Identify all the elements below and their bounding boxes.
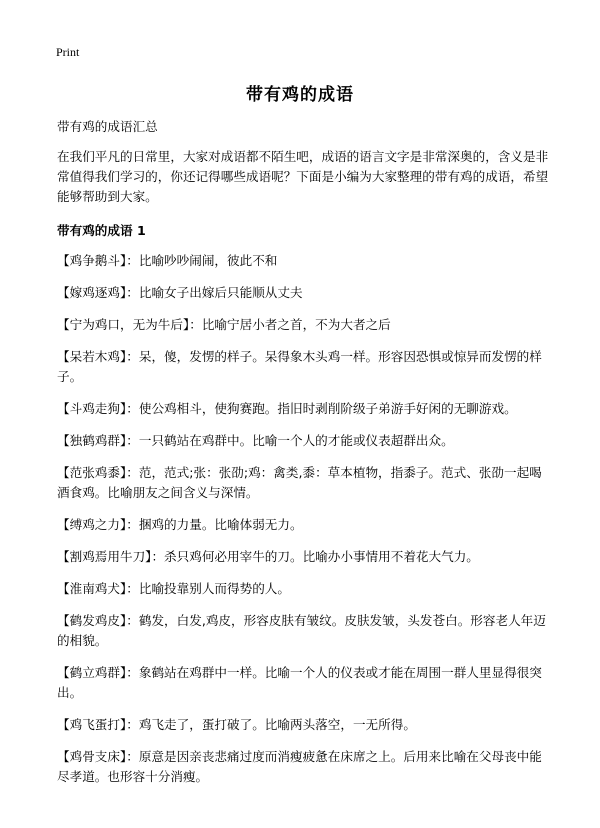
idiom-entry: 【斗鸡走狗】：使公鸡相斗，使狗赛跑。指旧时剥削阶级子弟游手好闲的无聊游戏。 (57, 401, 517, 416)
idiom-entry: 【呆若木鸡】：呆，傻，发愣的样子。呆得象木头鸡一样。形容因恐惧或惊异而发愣的样子。 (57, 349, 542, 384)
summary-line: 带有鸡的成语汇总 (57, 119, 158, 134)
idiom-entry: 【范张鸡黍】：范，范式;张：张劭;鸡：禽类,黍：草本植物，指黍子。范式、张劭一起喝酒食鸡。比喻朋友之间含义与深情。 (57, 465, 542, 500)
idiom-entry: 【宁为鸡口，无为牛后】：比喻宁居小者之首，不为大者之后 (57, 317, 391, 332)
intro-paragraph: 在我们平凡的日常里，大家对成语都不陌生吧，成语的语言文字是非常深奥的，含义是非常值得我们学习的，你还记得哪些成语呢？下面是小编为大家整理的带有鸡的成语，希望能够帮助到大家。 (57, 149, 549, 204)
idiom-entry: 【嫁鸡逐鸡】：比喻女子出嫁后只能顺从丈夫 (57, 285, 303, 300)
idiom-entry: 【鹤发鸡皮】：鹤发，白发,鸡皮，形容皮肤有皱纹。皮肤发皱，头发苍白。形容老人年迈的相貌。 (57, 613, 546, 648)
idiom-entry: 【鸡飞蛋打】：鸡飞走了，蛋打破了。比喻两头落空，一无所得。 (57, 717, 416, 732)
idiom-entry: 【淮南鸡犬】：比喻投靠别人而得势的人。 (57, 581, 290, 596)
section-heading: 带有鸡的成语 1 (57, 223, 146, 238)
article-body (57, 117, 553, 799)
idiom-entry: 【割鸡焉用牛刀】：杀只鸡何必用宰牛的刀。比喻办小事情用不着花大气力。 (57, 549, 479, 564)
page-title: 带有鸡的成语 (246, 85, 354, 105)
idiom-entry: 【鸡争鹅斗】：比喻吵吵闹闹，彼此不和 (57, 253, 278, 268)
idiom-entry: 【独鹤鸡群】：一只鹤站在鸡群中。比喻一个人的才能或仪表超群出众。 (57, 433, 454, 448)
print-link[interactable]: Print (56, 45, 80, 59)
idiom-entry: 【缚鸡之力】：捆鸡的力量。比喻体弱无力。 (57, 517, 303, 532)
idiom-entry: 【鹤立鸡群】：象鹤站在鸡群中一样。比喻一个人的仪表或才能在周围一群人里显得很突出。 (57, 665, 542, 700)
idiom-entry: 【鸡骨支床】：原意是因亲丧悲痛过度而消瘦疲惫在床席之上。后用来比喻在父母丧中能尽孝道。也形容十分消瘦。 (57, 749, 542, 784)
